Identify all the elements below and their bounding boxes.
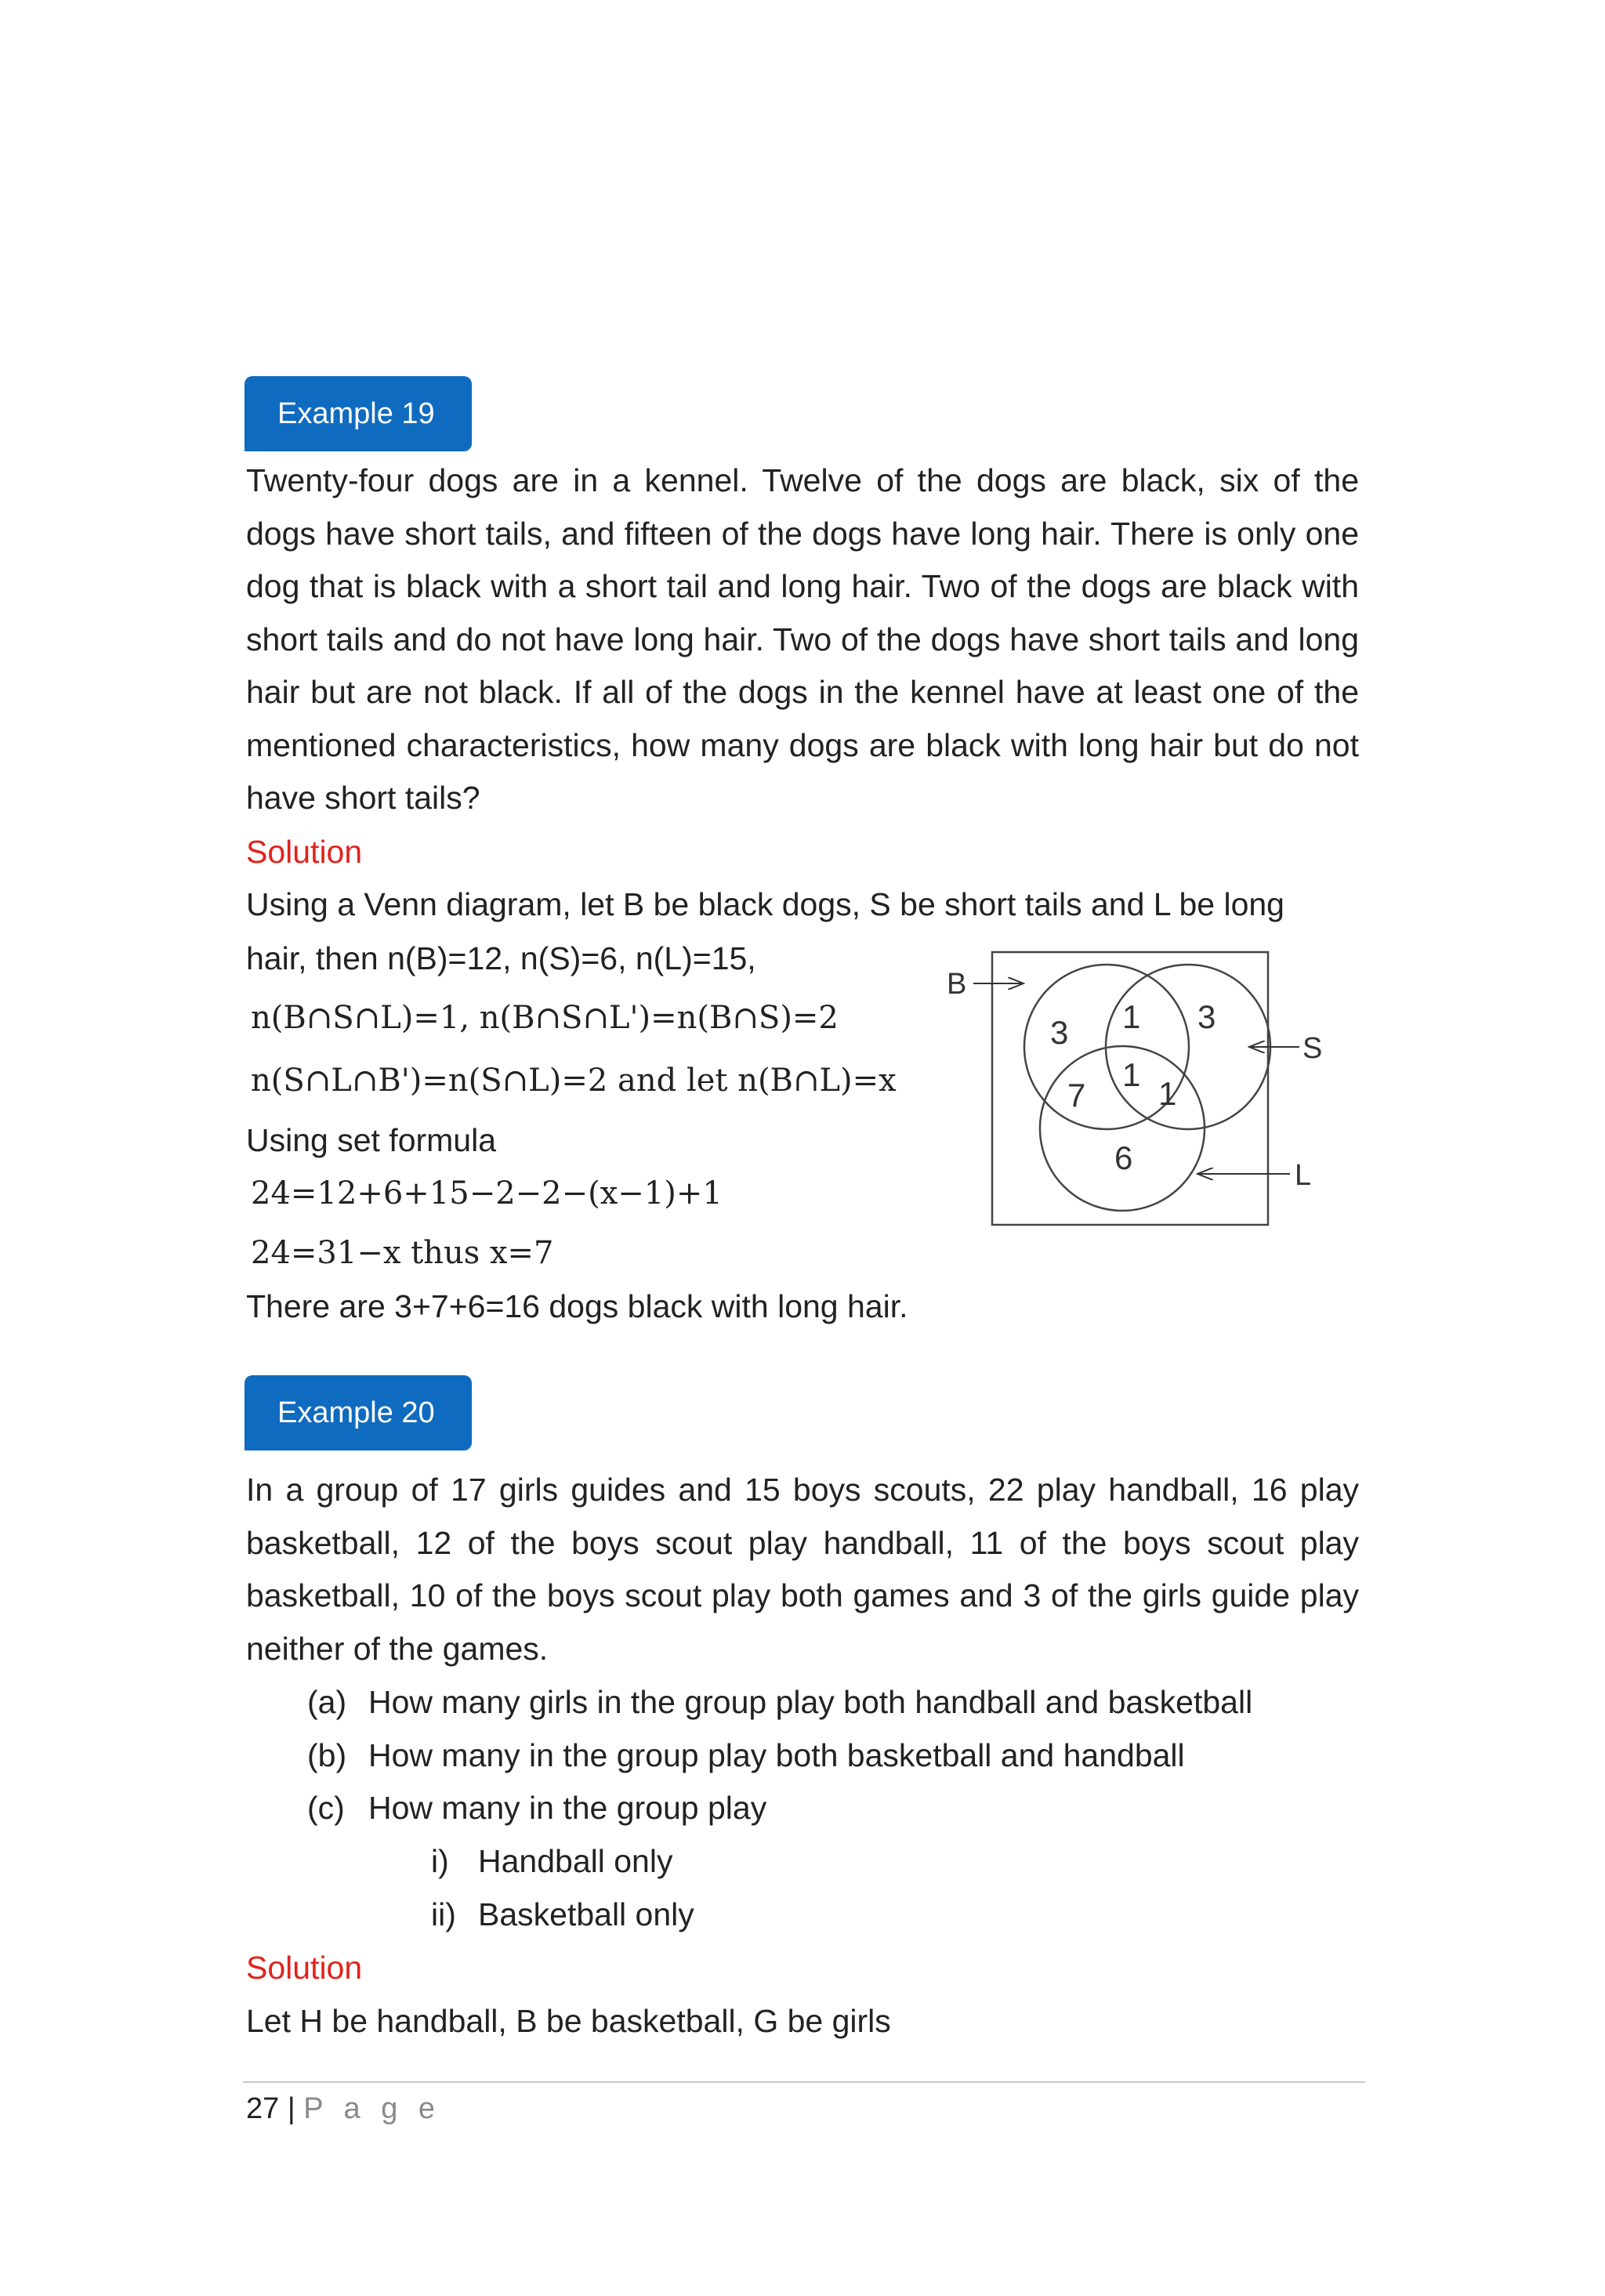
set-l-label: L [1295, 1159, 1312, 1192]
example-19-tag: Example 19 [245, 376, 472, 451]
question-item: (b) How many in the group play both basketball and handball [307, 1736, 1185, 1773]
set-s-label: S [1302, 1032, 1323, 1065]
example-20-problem: In a group of 17 girls guides and 15 boys scouts, 22 play handball, 16 play basketball, 12 of the boys scout play handball, 11 of the boys scout play basketball, 10 of the boys scout play both games and 3 of the girls guide play neither of the games. [246, 1472, 1359, 1667]
question-list [307, 1676, 1252, 1835]
example-19-intro: Using a Venn diagram, let B be black dogs, S be short tails and L be long [246, 886, 1284, 922]
page-footer [246, 2088, 441, 2130]
example-19-formula-2: 24=31−x thus x=7 [251, 1235, 554, 1271]
sub-question-list [431, 1835, 694, 1941]
page-number: 27 [246, 2092, 280, 2125]
example-19-equation-1: n(B∩S∩L)=1, n(B∩S∩L')=n(B∩S)=2 [251, 1000, 839, 1036]
question-item: (a) How many girls in the group play both handball and basketball [307, 1684, 1253, 1720]
region-s-only: 3 [1197, 998, 1216, 1035]
page-word: P a g e [303, 2092, 442, 2125]
example-20-tag: Example 20 [245, 1375, 472, 1450]
region-l-only: 6 [1114, 1139, 1133, 1176]
sub-question-item: i) Handball only [431, 1843, 673, 1879]
example-19-solution-heading: Solution [246, 834, 363, 870]
example-19-equation-2: n(S∩L∩B')=n(S∩L)=2 and let n(B∩L)=x [251, 1063, 897, 1099]
example-19-set-formula-label: Using set formula [246, 1122, 497, 1158]
example-19-conclusion: There are 3+7+6=16 dogs black with long hair. [246, 1288, 908, 1324]
example-20-let-line: Let H be handball, B be basketball, G be girls [246, 2003, 891, 2039]
example-20-solution-heading: Solution [246, 1950, 363, 1986]
region-b-s-only: 1 [1122, 998, 1141, 1035]
sub-question-item: ii) Basketball only [431, 1896, 694, 1932]
region-b-s-l: 1 [1122, 1056, 1141, 1093]
footer-separator: | [287, 2092, 295, 2125]
example-19-hair-line: hair, then n(B)=12, n(S)=6, n(L)=15, [246, 940, 756, 976]
region-b-only: 3 [1050, 1014, 1069, 1051]
footer-divider [243, 2081, 1365, 2083]
region-b-l-only: 7 [1067, 1077, 1086, 1114]
set-b-label: B [947, 968, 967, 1001]
region-s-l-only: 1 [1158, 1075, 1177, 1112]
question-item: (c) How many in the group play [307, 1790, 767, 1826]
venn-diagram [933, 940, 1340, 1238]
example-19-formula-1: 24=12+6+15−2−2−(x−1)+1 [251, 1175, 723, 1211]
example-19-problem: Twenty-four dogs are in a kennel. Twelve of the dogs are black, six of the dogs have short tails, and fifteen of the dogs have long hair. There is only one dog that is black with a short tail and long hair. Two of the dogs are black with short tails and do not have long hair. Two of the dogs have short tails and long hair but are not black. If all of the dogs in the kennel have at least one of the mentioned characteristics, how many dogs are black with long hair but do not have short tails? [246, 462, 1359, 816]
